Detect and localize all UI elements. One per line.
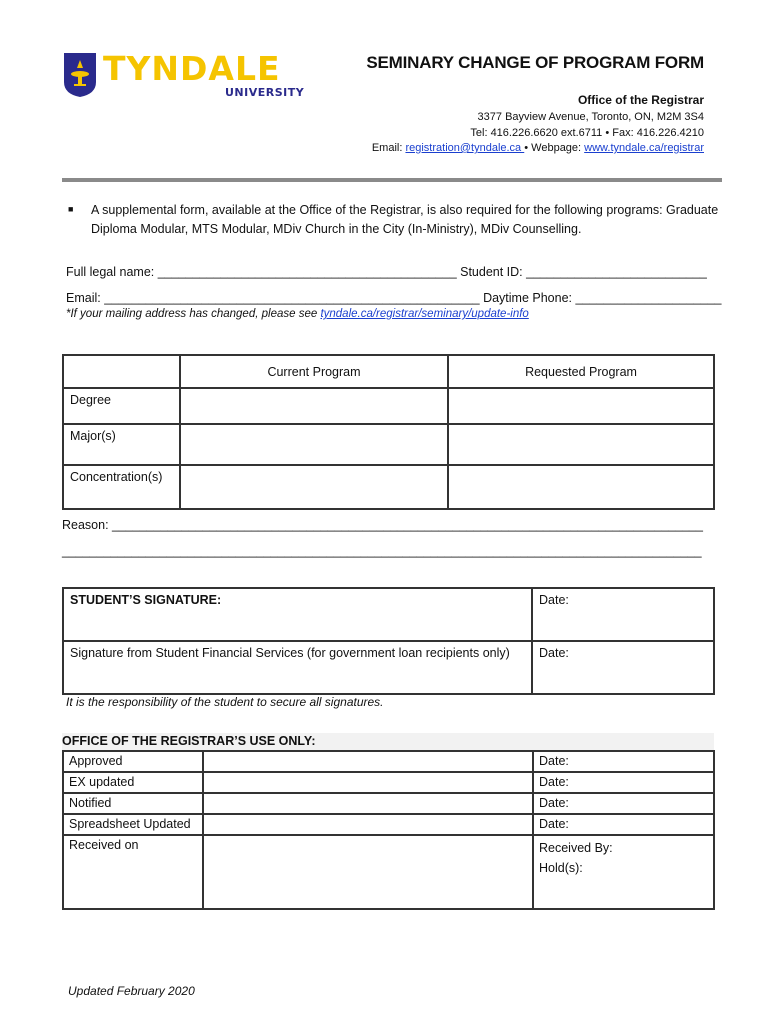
office-row-value[interactable] [203, 814, 533, 835]
bullet-icon: ■ [68, 204, 74, 214]
received-by-label: Received By: [539, 841, 613, 855]
web-label: • Webpage: [524, 142, 585, 154]
office-row-label: Received on [63, 835, 203, 909]
footer-updated: Updated February 2020 [68, 984, 195, 998]
page-title: SEMINARY CHANGE OF PROGRAM FORM [366, 53, 704, 72]
concentration-requested-cell[interactable] [448, 465, 714, 509]
tyndale-logo [63, 49, 305, 102]
office-row-label: Notified [63, 793, 203, 814]
office-name: Office of the Registrar [577, 93, 704, 107]
office-phone: Tel: 416.226.6620 ext.6711 • Fax: 416.226.4210 [470, 127, 704, 139]
student-signature-date[interactable]: Date: [532, 588, 714, 641]
financial-signature-label[interactable]: Signature from Student Financial Services (for government loan recipients only) [63, 641, 532, 694]
table-header-blank [63, 355, 180, 388]
degree-requested-cell[interactable] [448, 388, 714, 424]
email-phone-field[interactable]: Email: ______________________________________________________ Daytime Phone: _____________________ [66, 291, 722, 305]
program-table [62, 354, 715, 510]
header-divider [62, 178, 722, 182]
financial-signature-date[interactable]: Date: [532, 641, 714, 694]
office-use-title: OFFICE OF THE REGISTRAR’S USE ONLY: [62, 734, 316, 748]
office-row-value[interactable] [203, 772, 533, 793]
reason-field-continued[interactable]: ____________________________________________________________________________________________ [62, 544, 702, 558]
supplemental-note: A supplemental form, available at the Office of the Registrar, is also required for the following programs: Graduate Diploma Modular, MTS Modular, MDiv Church in the City (In-Ministry), MDiv Counselling. [91, 203, 719, 236]
office-row-value[interactable] [203, 835, 533, 909]
holds-label: Hold(s): [539, 861, 583, 875]
row-label-major: Major(s) [63, 424, 180, 465]
office-row-label: Approved [63, 751, 203, 772]
update-info-link[interactable]: tyndale.ca/registrar/seminary/update-info [320, 308, 529, 320]
reason-field[interactable]: Reason: _____________________________________________________________________________________ [62, 518, 703, 532]
office-row-date[interactable]: Date: [533, 793, 714, 814]
office-row-date[interactable]: Date: [533, 814, 714, 835]
email-label: Email: [371, 142, 406, 154]
table-header-current: Current Program [180, 355, 448, 388]
office-row-label: EX updated [63, 772, 203, 793]
web-link[interactable]: www.tyndale.ca/registrar [584, 142, 704, 154]
row-label-concentration: Concentration(s) [63, 465, 180, 509]
logo-wordmark: TYNDALE [103, 49, 281, 88]
signature-responsibility-note: It is the responsibility of the student to secure all signatures. [66, 695, 384, 709]
logo-subtitle: UNIVERSITY [225, 86, 305, 99]
row-label-degree: Degree [63, 388, 180, 424]
concentration-current-cell[interactable] [180, 465, 448, 509]
office-row-value[interactable] [203, 751, 533, 772]
office-address: 3377 Bayview Avenue, Toronto, ON, M2M 3S4 [477, 111, 704, 123]
student-signature-label[interactable]: STUDENT’S SIGNATURE: [63, 588, 532, 641]
address-note [66, 308, 529, 320]
major-requested-cell[interactable] [448, 424, 714, 465]
degree-current-cell[interactable] [180, 388, 448, 424]
office-row-label: Spreadsheet Updated [63, 814, 203, 835]
table-header-requested: Requested Program [448, 355, 714, 388]
office-row-date[interactable]: Date: [533, 772, 714, 793]
office-row-date[interactable]: Date: [533, 751, 714, 772]
office-row-value[interactable] [203, 793, 533, 814]
office-use-table [62, 750, 715, 910]
major-current-cell[interactable] [180, 424, 448, 465]
name-id-field[interactable]: Full legal name: ___________________________________________ Student ID: __________________________ [66, 265, 707, 279]
office-contact [372, 142, 704, 154]
office-row-received[interactable] [533, 835, 714, 909]
shield-icon [63, 52, 97, 98]
address-note-text: *If your mailing address has changed, please see [66, 308, 321, 320]
signature-table [62, 587, 715, 695]
email-link[interactable]: registration@tyndale.ca [405, 142, 525, 154]
